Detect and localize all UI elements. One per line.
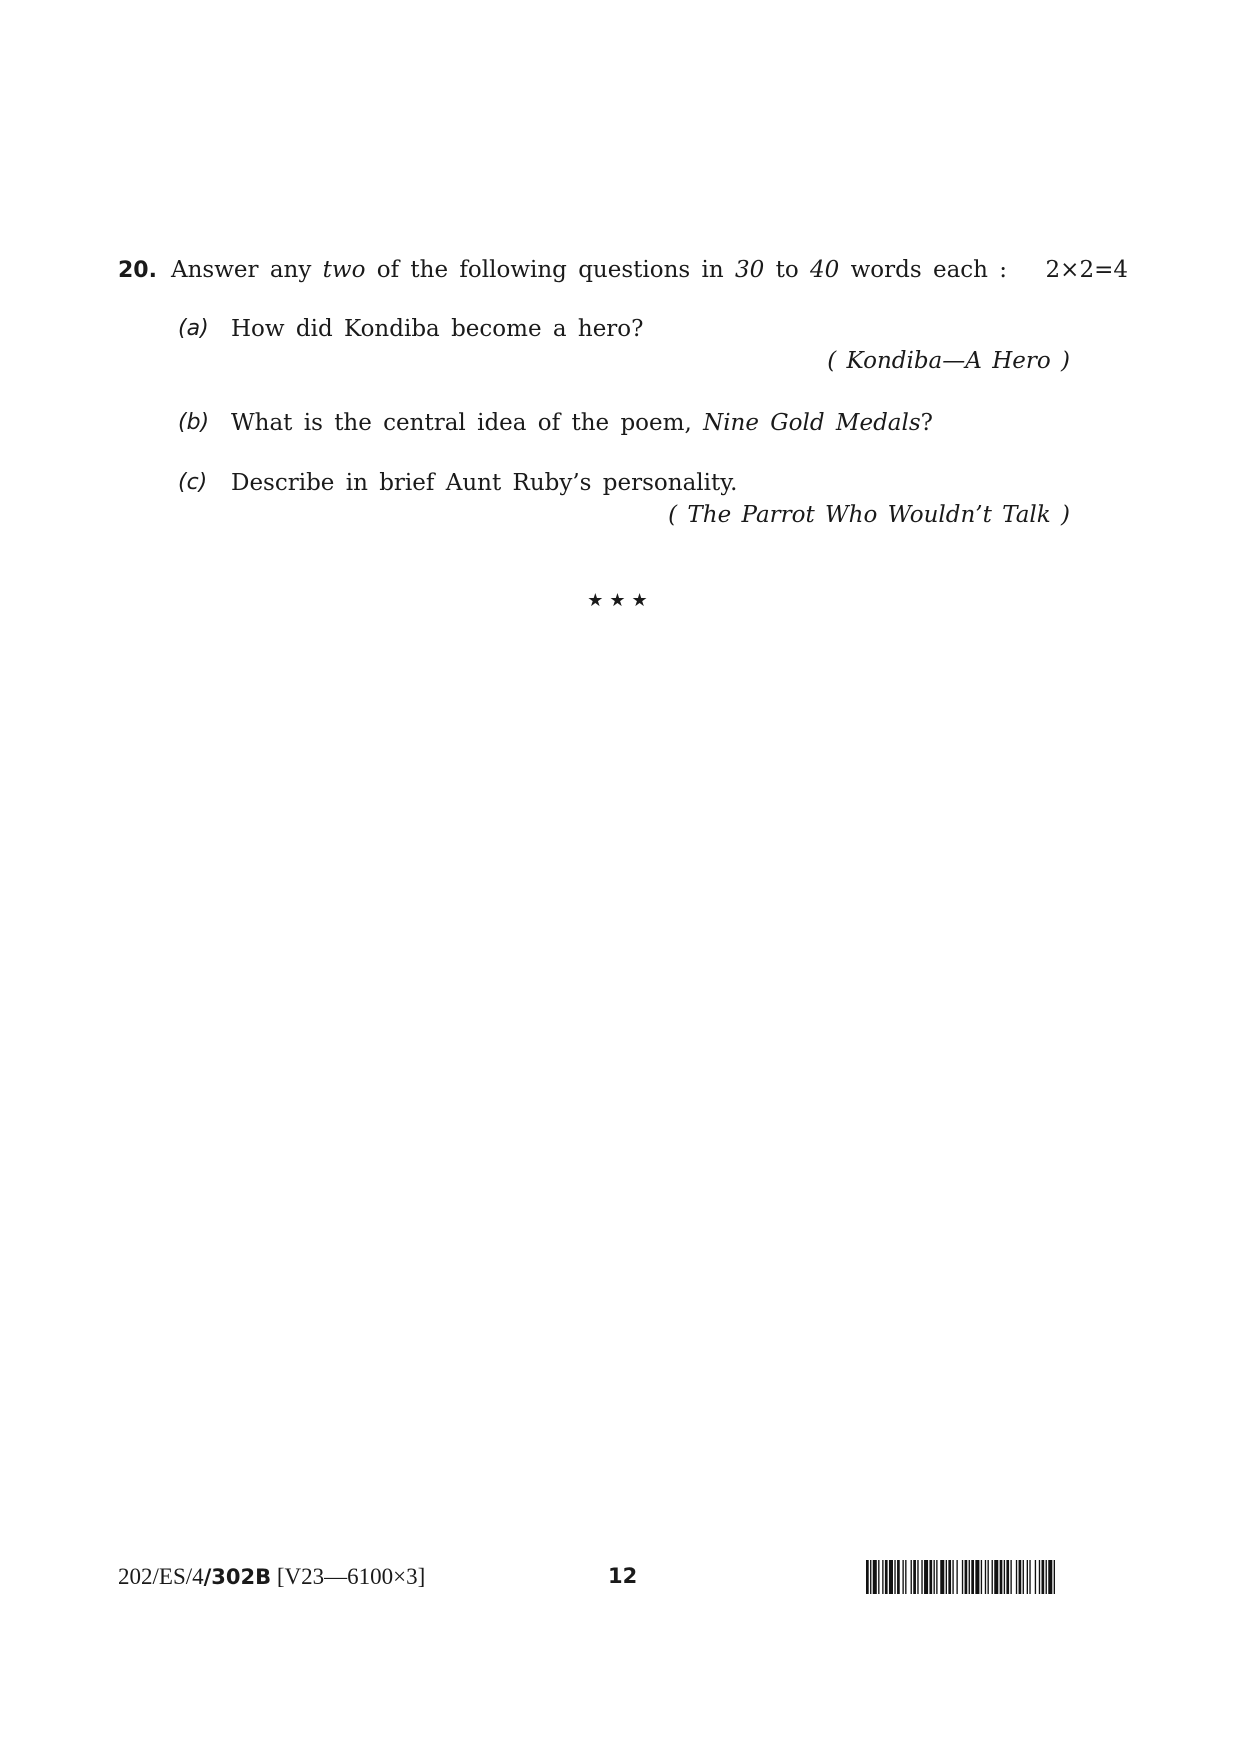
part-text: Describe in brief Aunt Ruby’s personality.: [231, 470, 738, 496]
paper-code: 202/ES/4/302B [V23—6100×3]: [118, 1564, 426, 1589]
page-number: 12: [608, 1564, 638, 1588]
question-number: 20.: [118, 258, 157, 283]
part-label: (b): [178, 410, 210, 435]
barcode-icon: [866, 1560, 1128, 1594]
question-marks: 2×2=4: [1045, 257, 1128, 283]
part-c-source: ( The Parrot Who Wouldn’t Talk ): [668, 502, 1070, 528]
part-a-source: ( Kondiba—A Hero ): [827, 348, 1070, 374]
part-text: What is the central idea of the poem, Nine Gold Medals?: [231, 410, 934, 436]
part-text: How did Kondiba become a hero?: [231, 316, 644, 342]
part-b: [118, 407, 1128, 439]
question-20: [118, 252, 1128, 531]
part-c: [118, 467, 1128, 499]
part-a: [118, 313, 1128, 345]
part-label: (a): [178, 316, 209, 341]
page-footer: [118, 1560, 1128, 1600]
part-label: (c): [178, 470, 208, 495]
question-heading: [118, 252, 1128, 289]
end-of-paper-stars: ★★★: [587, 590, 654, 611]
question-intro: Answer any two of the following questions in 30 to 40 words each :: [170, 257, 1008, 283]
